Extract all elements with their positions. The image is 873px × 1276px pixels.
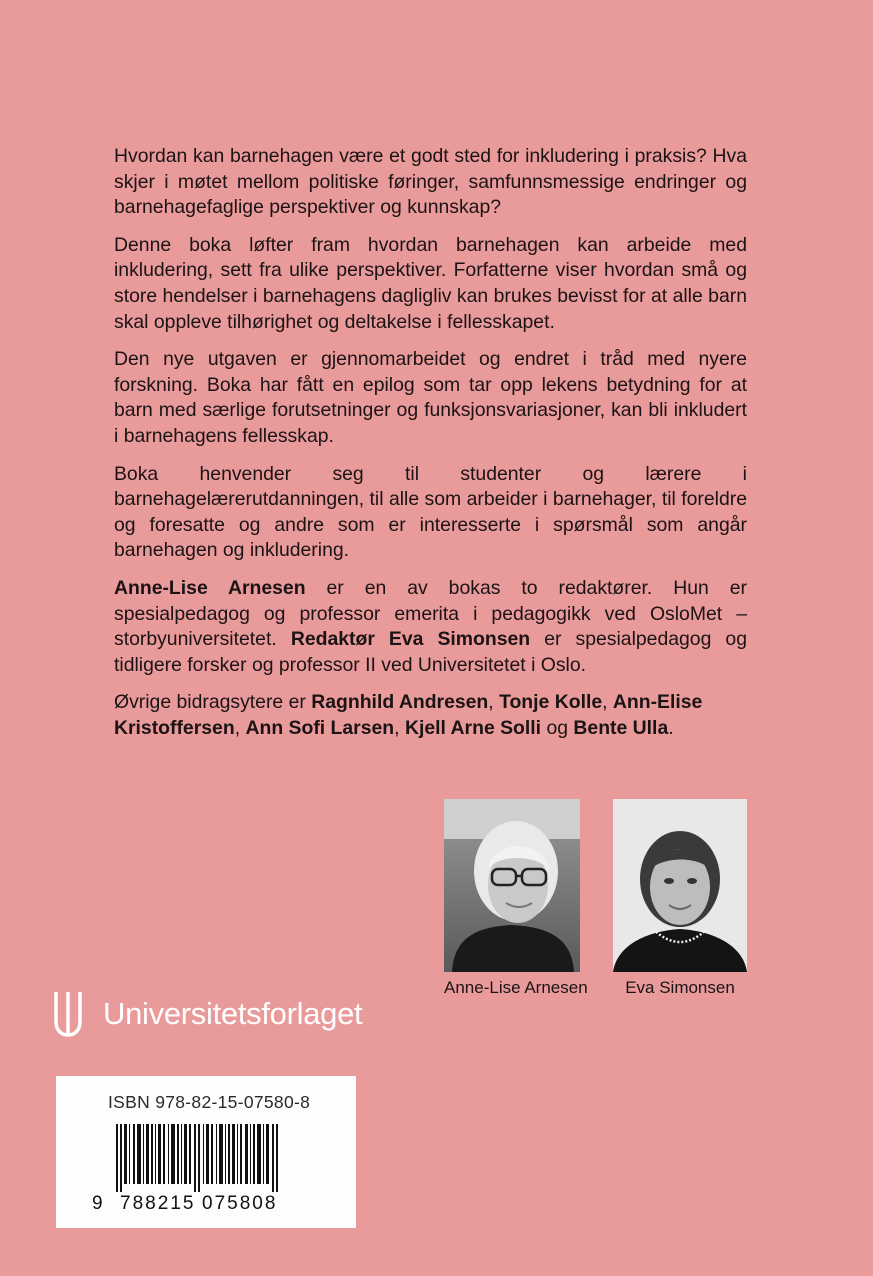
separator: og <box>541 716 574 739</box>
barcode-box <box>56 1076 356 1228</box>
contributors-paragraph <box>114 690 747 741</box>
separator: , <box>602 691 613 714</box>
contributor-name: Tonje Kolle <box>499 691 603 714</box>
editor1-portrait-image <box>444 799 580 972</box>
contributors-intro: Øvrige bidragsytere er <box>114 691 312 714</box>
barcode-first-digit: 9 <box>92 1193 105 1214</box>
barcode-bars <box>106 1124 306 1192</box>
editor1-photo-card <box>444 799 588 998</box>
publisher-logo <box>53 990 362 1038</box>
editor1-portrait-photo <box>444 799 580 972</box>
contributor-name: Kjell Arne Solli <box>404 716 542 739</box>
editor1-photo-caption: Anne-Lise Arnesen <box>444 978 588 997</box>
description-paragraph-2: Denne boka løfter fram hvordan barnehagen kan arbeide med inkludering, sett fra ulike perspektiver. Forfatterne viser hvordan små og store hendelser i barnehagens dagligliv kan brukes bevisst for at alle barn skal oppleve tilhørighet og deltakelse i fellesskapet. <box>114 233 747 333</box>
description-paragraph-4: Boka henvender seg til studenter og lærere i barnehagelærerutdanningen, til alle som arbeider i barnehager, til foreldre og foresatte og andre som er interesserte i spørsmål som angår barnehagen og inkludering. <box>114 462 747 562</box>
separator: . <box>668 716 674 739</box>
isbn-text: ISBN 978-82-15-07580-8 <box>108 1092 311 1112</box>
contributor-name: Ann-Elise Kristoffersen <box>114 691 703 739</box>
back-cover-text <box>114 144 747 753</box>
editors-paragraph <box>114 576 747 678</box>
publisher-mark-icon <box>53 990 83 1038</box>
separator: , <box>234 716 246 739</box>
separator: , <box>488 691 500 714</box>
editor2-bio: er spesialpedagog og tidligere forsker og professor II ved Universitetet i Oslo. <box>114 628 747 676</box>
editor1-bio: er en av bokas to redaktører. Hun er spesialpedagog og professor emerita i pedagogikk ved OsloMet – storbyuniversitetet. <box>114 576 747 651</box>
editor2-portrait-photo <box>613 799 747 972</box>
editor2-photo-card <box>613 799 747 998</box>
editor2-name: Redaktør Eva Simonsen <box>290 628 531 651</box>
barcode-digits-group-1: 788215 <box>120 1193 196 1214</box>
editor2-photo-caption: Eva Simonsen <box>625 978 735 997</box>
separator: , <box>394 716 405 739</box>
publisher-name: Universitetsforlaget <box>103 996 363 1031</box>
description-paragraph-3: Den nye utgaven er gjennomarbeidet og endret i tråd med nyere forskning. Boka har fått en epilog som tar opp lekens betydning for at barn med særlige forutsetninger og funksjonsvariasjoner, kan bli inkludert i barnehagens fellesskap. <box>114 348 747 447</box>
contributor-name: Ragnhild Andresen <box>311 691 489 714</box>
barcode-digits-group-2: 075808 <box>202 1193 278 1214</box>
description-paragraph-1: Hvordan kan barnehagen være et godt sted for inkludering i praksis? Hva skjer i møtet mellom politiske føringer, samfunnsmessige endringer og barnehagefaglige perspektiver og kunnskap? <box>114 145 747 219</box>
contributor-name: Bente Ulla <box>573 716 669 739</box>
editor1-name: Anne-Lise Arnesen <box>114 576 306 599</box>
editor2-portrait-image <box>613 799 747 972</box>
contributor-name: Ann Sofi Larsen <box>245 716 395 739</box>
